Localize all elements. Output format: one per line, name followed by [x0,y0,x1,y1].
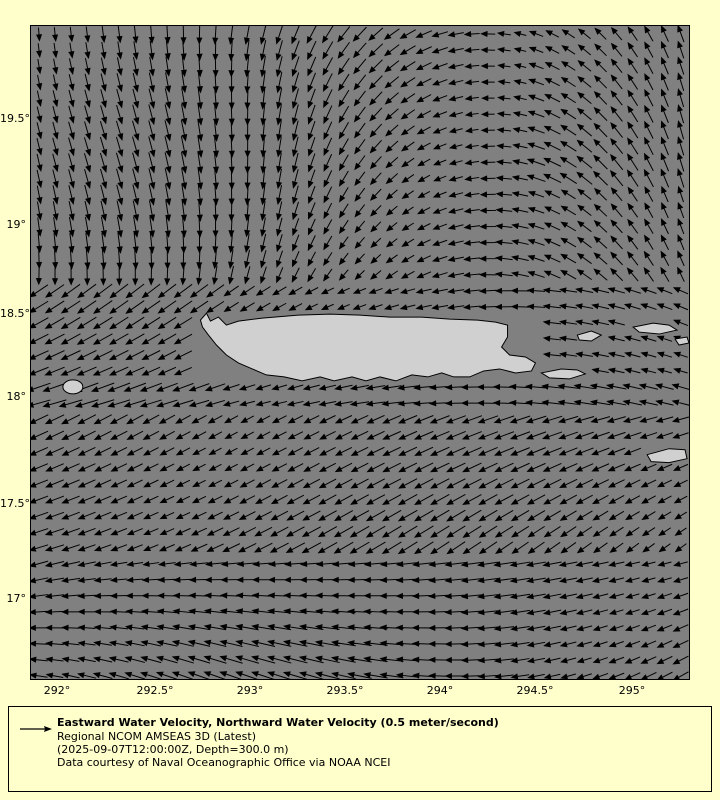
y-tick-label: 18° [6,390,26,403]
legend-text-block [57,716,499,769]
y-tick-label: 19.5° [0,112,30,125]
x-tick-label: 295° [618,684,646,697]
vector-arrow-icon [19,723,53,735]
y-tick-label: 18.5° [0,307,30,320]
x-tick-label: 292.5° [136,684,174,697]
x-tick-label: 293° [236,684,264,697]
x-tick-label: 292° [43,684,71,697]
y-tick-label: 17° [6,592,26,605]
y-tick-label: 19° [6,218,26,231]
legend-time-line: (2025-09-07T12:00:00Z, Depth=300.0 m) [57,743,289,756]
y-tick-label: 17.5° [0,497,30,510]
legend-source-line: Regional NCOM AMSEAS 3D (Latest) [57,730,256,743]
legend-credit-line: Data courtesy of Naval Oceanographic Office via NOAA NCEI [57,756,391,769]
x-tick-label: 294.5° [516,684,554,697]
x-tick-label: 293.5° [326,684,364,697]
legend-box [8,706,712,792]
x-tick-label: 294° [426,684,454,697]
legend-title: Eastward Water Velocity, Northward Water Velocity (0.5 meter/second) [57,716,499,729]
